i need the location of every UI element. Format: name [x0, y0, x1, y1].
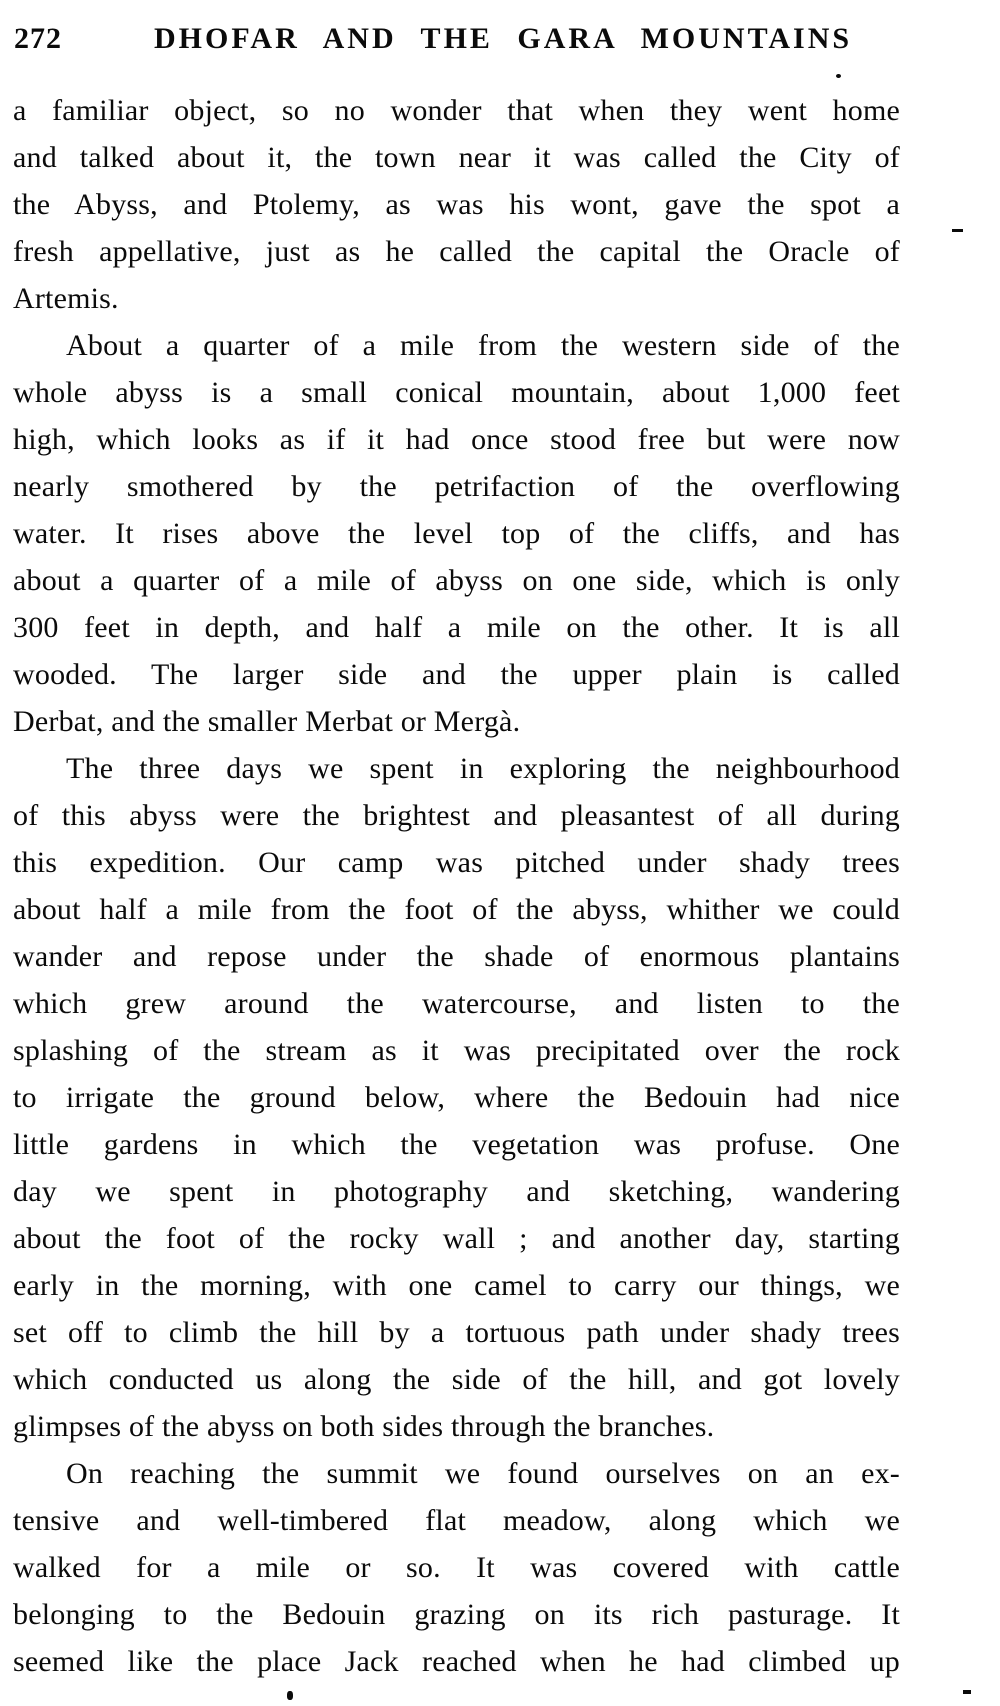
text-line: splashing of the stream as it was precipitated over the rock — [13, 1034, 900, 1067]
paragraph — [13, 87, 900, 322]
text-line: fresh appellative, just as he called the capital the Oracle of — [13, 235, 900, 268]
text-line: belonging to the Bedouin grazing on its rich pasturage. It — [13, 1598, 900, 1631]
text-line: 300 feet in depth, and half a mile on the other. It is all — [13, 611, 900, 644]
page-number: 272 — [14, 22, 62, 55]
paragraph — [13, 745, 900, 1450]
scan-speck — [952, 229, 963, 232]
header-title: DHOFAR AND THE GARA MOUNTAINS — [154, 22, 853, 55]
text-line: high, which looks as if it had once stood free but were now — [13, 423, 900, 456]
text-line: this expedition. Our camp was pitched under shady trees — [13, 846, 900, 879]
text-line: The three days we spent in exploring the neighbourhood — [66, 752, 900, 785]
text-line: On reaching the summit we found ourselves on an ex- — [66, 1457, 900, 1490]
text-line: walked for a mile or so. It was covered with cattle — [13, 1551, 900, 1584]
running-header — [0, 0, 1000, 56]
text-line: which conducted us along the side of the hill, and got lovely — [13, 1363, 900, 1396]
text-line: little gardens in which the vegetation was profuse. One — [13, 1128, 900, 1161]
paragraph — [13, 1450, 900, 1685]
text-line: wooded. The larger side and the upper plain is called — [13, 658, 900, 691]
text-line: Artemis. — [13, 282, 119, 315]
text-line: early in the morning, with one camel to carry our things, we — [13, 1269, 900, 1302]
text-line: tensive and well-timbered flat meadow, along which we — [13, 1504, 900, 1537]
text-line: about the foot of the rocky wall ; and another day, starting — [13, 1222, 900, 1255]
text-line: about a quarter of a mile of abyss on one side, which is only — [13, 564, 900, 597]
page-body — [0, 87, 1000, 1685]
scan-speck — [836, 74, 841, 78]
paragraph — [13, 322, 900, 745]
text-line: which grew around the watercourse, and listen to the — [13, 987, 900, 1020]
text-line: a familiar object, so no wonder that when they went home — [13, 94, 900, 127]
text-line: Derbat, and the smaller Merbat or Mergà. — [13, 705, 521, 738]
text-line: about half a mile from the foot of the abyss, whither we could — [13, 893, 900, 926]
text-line: the Abyss, and Ptolemy, as was his wont, gave the spot a — [13, 188, 900, 221]
text-line: water. It rises above the level top of the cliffs, and has — [13, 517, 900, 550]
text-line: seemed like the place Jack reached when he had climbed up — [13, 1645, 900, 1678]
text-line: and talked about it, the town near it was called the City of — [13, 141, 900, 174]
scan-speck — [287, 1691, 293, 1700]
text-line: day we spent in photography and sketching, wandering — [13, 1175, 900, 1208]
text-line: whole abyss is a small conical mountain, about 1,000 feet — [13, 376, 900, 409]
text-line: wander and repose under the shade of enormous plantains — [13, 940, 900, 973]
scan-speck — [963, 1690, 971, 1694]
text-line: glimpses of the abyss on both sides through the branches. — [13, 1410, 715, 1443]
text-line: nearly smothered by the petrifaction of the overflowing — [13, 470, 900, 503]
text-line: set off to climb the hill by a tortuous path under shady trees — [13, 1316, 900, 1349]
text-line: of this abyss were the brightest and pleasantest of all during — [13, 799, 900, 832]
text-line: to irrigate the ground below, where the Bedouin had nice — [13, 1081, 900, 1114]
text-line: About a quarter of a mile from the western side of the — [66, 329, 900, 362]
